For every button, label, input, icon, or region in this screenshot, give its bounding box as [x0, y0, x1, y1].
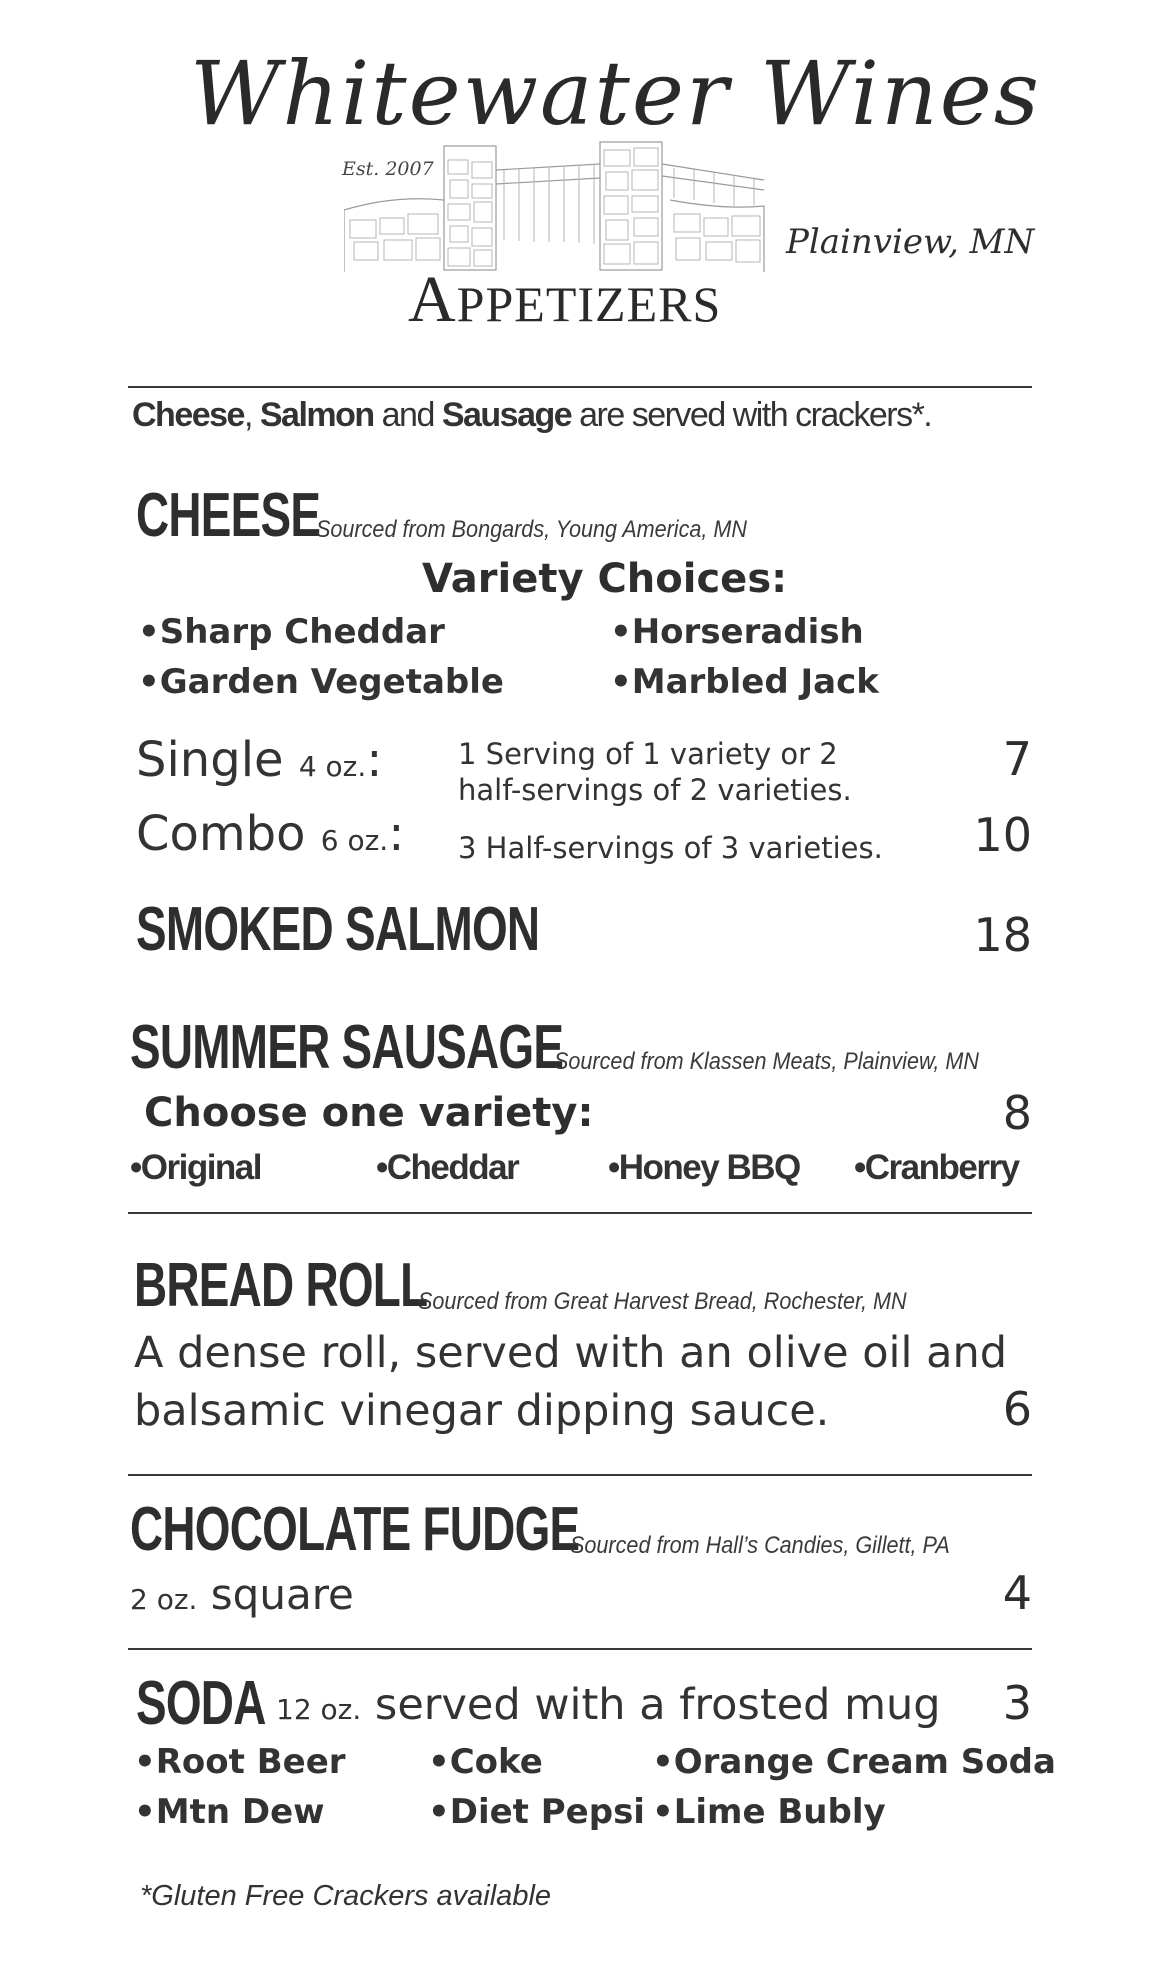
soda-option: •Root Beer: [134, 1742, 346, 1782]
chocolate-fudge-source: Sourced from Hall’s Candies, Gillett, PA: [570, 1532, 950, 1559]
note-tail: are served with crackers*.: [571, 396, 932, 434]
chocolate-fudge-price: 4: [1002, 1566, 1032, 1620]
note-sausage: Sausage: [441, 396, 572, 434]
choose-variety-label: Choose one variety:: [144, 1090, 594, 1136]
variety-item: •Garden Vegetable: [138, 662, 504, 702]
summer-sausage-source: Sourced from Klassen Meats, Plainview, MN: [554, 1048, 979, 1075]
gluten-free-footnote: *Gluten Free Crackers available: [140, 1880, 552, 1912]
soda-heading: SODA: [136, 1669, 266, 1738]
section-title: [408, 262, 721, 338]
cheese-source: Sourced from Bongards, Young America, MN: [316, 516, 748, 543]
bread-desc-line: A dense roll, served with an olive oil and: [134, 1328, 1007, 1378]
single-size-label: [136, 732, 382, 788]
combo-description: 3 Half-servings of 3 varieties.: [458, 831, 883, 865]
summer-sausage-heading: SUMMER SAUSAGE: [130, 1013, 564, 1082]
single-desc-line: half-servings of 2 varieties.: [458, 773, 852, 807]
established-label: Est. 2007: [342, 158, 434, 180]
note-sep: and: [373, 396, 442, 434]
divider: [128, 1648, 1032, 1650]
single-name: Single: [136, 732, 284, 788]
note-cheese: Cheese: [132, 396, 244, 434]
soda-option: •Mtn Dew: [134, 1792, 325, 1832]
section-title-initial: A: [408, 263, 457, 336]
bread-roll-description: [134, 1324, 1007, 1440]
fudge-size-line: [130, 1570, 354, 1619]
smoked-salmon-price: 18: [973, 908, 1032, 962]
fudge-desc: square: [197, 1570, 354, 1619]
soda-option: •Lime Bubly: [652, 1792, 886, 1832]
soda-desc: served with a frosted mug: [361, 1680, 941, 1730]
sausage-variety: •Cranberry: [854, 1148, 1019, 1187]
soda-price: 3: [1002, 1676, 1032, 1730]
combo-oz: 6 oz.: [320, 824, 389, 857]
note-sep: ,: [243, 396, 260, 434]
single-desc-line: 1 Serving of 1 variety or 2: [458, 737, 838, 771]
divider: [128, 1474, 1032, 1476]
bread-desc-line: balsamic vinegar dipping sauce.: [134, 1386, 830, 1436]
summer-sausage-price: 8: [1002, 1086, 1032, 1140]
brand-name: Whitewater Wines: [190, 42, 1041, 145]
note-salmon: Salmon: [259, 396, 374, 434]
location-label: Plainview, MN: [786, 222, 1035, 262]
soda-size-line: [276, 1680, 941, 1730]
bread-roll-price: 6: [1002, 1382, 1032, 1436]
divider: [128, 1212, 1032, 1214]
single-price: 7: [1002, 732, 1032, 786]
single-colon: :: [366, 732, 383, 788]
combo-name: Combo: [136, 806, 306, 862]
soda-option: •Orange Cream Soda: [652, 1742, 1056, 1782]
cheese-heading: CHEESE: [136, 481, 321, 550]
combo-price: 10: [973, 808, 1032, 862]
soda-oz: 12 oz.: [276, 1693, 362, 1726]
single-description: [458, 736, 852, 808]
chocolate-fudge-heading: CHOCOLATE FUDGE: [130, 1495, 580, 1564]
variety-item: •Horseradish: [610, 612, 864, 652]
soda-option: •Coke: [428, 1742, 543, 1782]
smoked-salmon-heading: SMOKED SALMON: [136, 895, 540, 964]
divider: [128, 386, 1032, 388]
bread-roll-source: Sourced from Great Harvest Bread, Rochester, MN: [418, 1288, 907, 1315]
variety-item: •Marbled Jack: [610, 662, 879, 702]
soda-option: •Diet Pepsi: [428, 1792, 645, 1832]
single-oz: 4 oz.: [298, 750, 367, 783]
variety-choices-heading: Variety Choices:: [422, 556, 788, 602]
combo-colon: :: [388, 806, 405, 862]
variety-item: •Sharp Cheddar: [138, 612, 445, 652]
section-title-rest: PPETIZERS: [456, 276, 722, 332]
sausage-variety: •Honey BBQ: [608, 1148, 800, 1187]
sausage-variety: •Original: [130, 1148, 261, 1187]
combo-size-label: [136, 806, 404, 862]
crackers-note: [132, 396, 931, 435]
fudge-oz: 2 oz.: [130, 1583, 198, 1616]
bread-roll-heading: BREAD ROLL: [134, 1251, 428, 1320]
sausage-variety: •Cheddar: [376, 1148, 519, 1187]
